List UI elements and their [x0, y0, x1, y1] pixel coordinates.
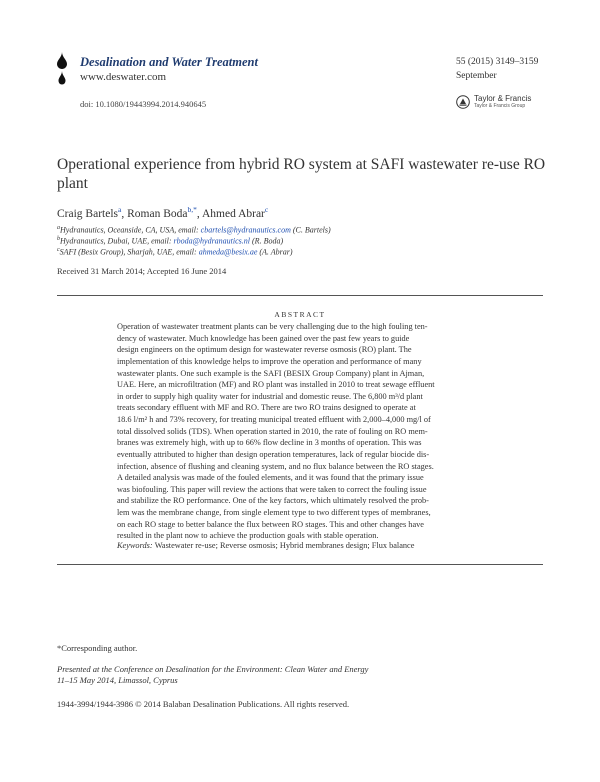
email-link[interactable]: ahmeda@besix.ae	[198, 247, 258, 257]
publisher-logo-icon	[456, 95, 470, 109]
author-separator: ,	[196, 207, 202, 220]
abstract-line: resulted in the plant now to achieve the production goals with stable operation.	[117, 531, 379, 541]
affiliation-marker: c	[57, 247, 60, 253]
abstract-body	[117, 321, 542, 542]
journal-logo-icon	[55, 52, 69, 88]
abstract-line: 18.6 l/m² h and 73% recovery, for treating municipal treated effluent with 2,000–4,000 mg/l of	[117, 415, 431, 424]
abstract-line: on each RO stage to better balance the flux between RO stages. This and other changes have	[117, 519, 424, 529]
keywords-label: Keywords:	[117, 541, 153, 550]
publisher-group: Taylor & Francis Group	[474, 103, 526, 109]
affiliation	[57, 225, 331, 235]
affiliation-person: (C. Bartels)	[290, 225, 331, 235]
received-dates: Received 31 March 2014; Accepted 16 June 2014	[57, 266, 227, 276]
abstract-line: eventually attributed to higher than design operation temperatures, lack of regular biocide dis-	[117, 449, 430, 459]
publisher-logo	[456, 94, 531, 109]
journal-url-link[interactable]: www.deswater.com	[80, 71, 167, 83]
divider	[57, 564, 543, 565]
author-name: Roman Boda	[127, 207, 188, 220]
abstract-line: was biofouling. This paper will review the actions that were taken to correct the fouling issue	[117, 484, 427, 494]
author-affiliation-marker[interactable]: a	[118, 205, 122, 214]
affiliation-text: Hydranautics, Oceanside, CA, USA, email:	[60, 225, 201, 235]
author-name: Craig Bartels	[57, 207, 118, 220]
doi: doi: 10.1080/19443994.2014.940645	[80, 99, 207, 109]
email-link[interactable]: rboda@hydranautics.nl	[173, 236, 251, 246]
abstract-line: wastewater plants. One such example is the SAFI (BESIX Group Company) plant in Ajman,	[117, 368, 425, 378]
volume-pages: 55 (2015) 3149–3159	[456, 57, 539, 67]
abstract-line: Operation of wastewater treatment plants can be very challenging due to the high fouling ten-	[117, 322, 428, 331]
affiliation-person: (A. Abrar)	[257, 247, 293, 257]
affiliation-text: SAFI (Besix Group), Sharjah, UAE, email:	[59, 247, 199, 257]
abstract-line: lem was the membrane change, from single element type to two different types of membranes,	[117, 508, 431, 517]
author-affiliation-marker[interactable]: b,*	[187, 205, 197, 214]
conference-line: Presented at the Conference on Desalination for the Environment: Clean Water and Energy	[57, 664, 369, 674]
affiliation-person: (R. Boda)	[250, 236, 284, 246]
abstract-line: UAE. Here, an microfiltration (MF) and RO plant was installed in 2010 to treat sewage effluent	[117, 380, 435, 390]
keywords	[117, 541, 414, 550]
affiliation	[57, 247, 293, 257]
affiliation-text: Hydranautics, Dubai, UAE, email:	[60, 236, 174, 246]
copyright-notice: 1944-3994/1944-3986 © 2014 Balaban Desalination Publications. All rights reserved.	[57, 699, 350, 709]
conference-note	[57, 664, 368, 686]
abstract-line: treats secondary effluent with MF and RO. There are two RO trains designed to operate at	[117, 403, 416, 413]
author-name: Ahmed Abrar	[201, 207, 265, 220]
abstract-line: branes was extremely high, with up to 66% flow decline in 3 months of operation. This was	[117, 438, 422, 448]
abstract-line: in order to supply high quality water for industrial and domestic reuse. The 6,800 m³/d plant	[117, 391, 423, 401]
abstract-line: design engineers on the optimum design for wastewater reverse osmosis (RO) plant. The	[117, 345, 412, 355]
conference-line: 11–15 May 2014, Limassol, Cyprus	[57, 675, 178, 685]
divider	[57, 295, 543, 296]
keywords-list: Wastewater re-use; Reverse osmosis; Hybrid membranes design; Flux balance	[154, 541, 415, 550]
abstract-line: total dissolved solids (TDS). When operation started in 2010, the rate of fouling on RO mem-	[117, 426, 428, 436]
email-link[interactable]: cbartels@hydranautics.com	[200, 225, 291, 235]
abstract-heading: ABSTRACT	[274, 310, 326, 319]
affiliation-marker: a	[57, 225, 60, 231]
corresponding-author-note: *Corresponding author.	[57, 643, 138, 653]
publisher-name: Taylor & Francis	[474, 94, 532, 103]
abstract-line: A detailed analysis was made of the fouled elements, and it was found that the primary issue	[117, 473, 424, 483]
author-affiliation-marker[interactable]: c	[264, 205, 269, 214]
issue-month: September	[456, 71, 497, 81]
abstract-line: and stabilize the RO performance. One of the key factors, which ultimately resolved the prob-	[117, 496, 429, 506]
affiliation	[57, 236, 283, 246]
journal-title: Desalination and Water Treatment	[80, 55, 258, 69]
paper-title: Operational experience from hybrid RO system at SAFI wastewater re-use RO plant	[57, 156, 546, 192]
author-list	[57, 205, 268, 220]
author-separator: ,	[121, 207, 128, 220]
abstract-line: dency of wastewater. Much knowledge has been gained over the past few years to guide	[117, 333, 410, 343]
abstract-line: implementation of this knowledge helps to improve the operation and performance of many	[117, 356, 422, 366]
abstract-line: infection, absence of flushing and cleaning system, and no flux balance between the RO stages.	[117, 461, 434, 471]
affiliation-marker: b	[57, 236, 60, 242]
